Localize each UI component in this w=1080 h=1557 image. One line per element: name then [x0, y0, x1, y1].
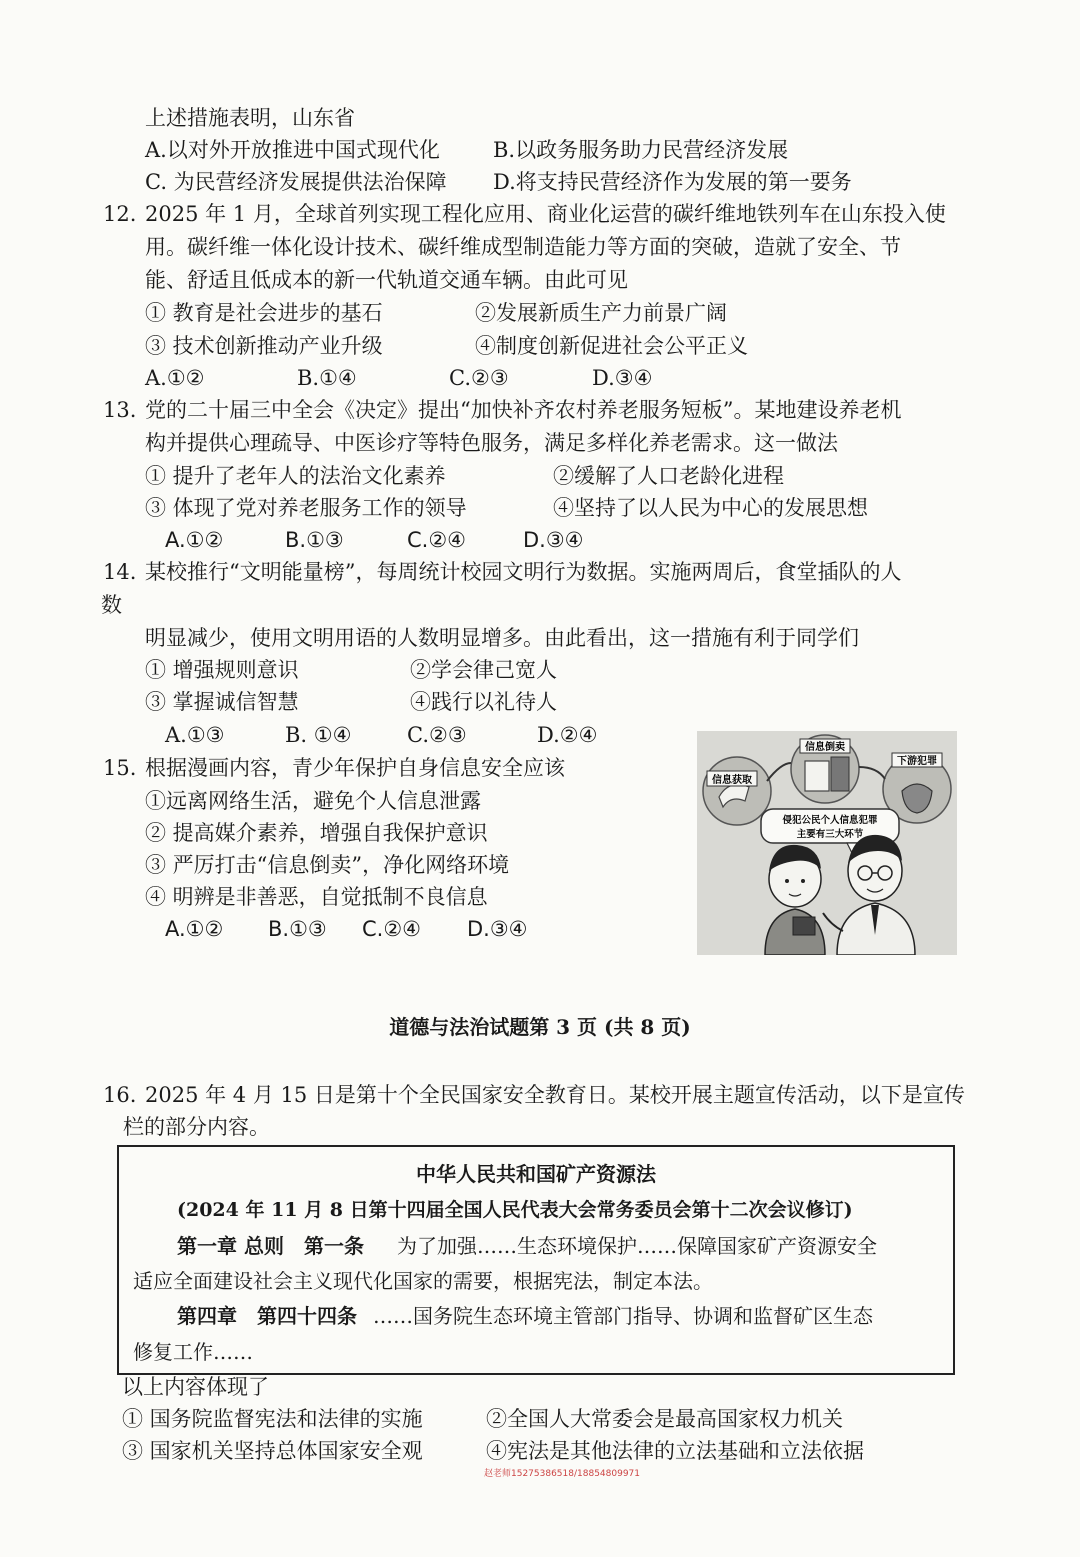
q15-answer-d: D.③④: [467, 917, 528, 941]
q11-option-d: D.将支持民营经济作为发展的第一要务: [493, 170, 852, 194]
q13-answer-b: B.①③: [285, 528, 344, 552]
bubble-line2: 主要有三大环节: [796, 829, 864, 840]
q16-stem-after: 以上内容体现了: [122, 1375, 269, 1399]
q15-statement-2: ② 提高媒介素养，增强自我保护意识: [145, 821, 488, 845]
q11-stem-tail: 上述措施表明，山东省: [145, 106, 355, 130]
q12-stem-line2: 用。碳纤维一体化设计技术、碳纤维成型制造能力等方面的突破，造就了安全、节: [145, 235, 901, 259]
q14-number: 14.: [103, 560, 137, 584]
q12-stem-line3: 能、舒适且低成本的新一代轨道交通车辆。由此可见: [145, 268, 628, 292]
q12-answer-d: D.③④: [592, 366, 653, 390]
q14-statement-3: ③ 掌握诚信智慧: [145, 690, 299, 714]
bulletin-title: 中华人民共和国矿产资源法: [416, 1162, 656, 1186]
q13-number: 13.: [103, 398, 137, 422]
q13-statement-2: ②缓解了人口老龄化进程: [553, 464, 784, 488]
page-footer: 道德与法治试题第 3 页 (共 8 页): [389, 1015, 691, 1039]
q12-statement-4: ④制度创新促进社会公平正义: [475, 334, 748, 358]
bubble-line1: 侵犯公民个人信息犯罪: [782, 815, 878, 826]
q15-statement-4: ④ 明辨是非善恶，自觉抵制不良信息: [145, 885, 488, 909]
q16-number: 16.: [103, 1083, 137, 1107]
q16-stem-line2: 栏的部分内容。: [123, 1115, 270, 1139]
q14-statement-1: ① 增强规则意识: [145, 658, 299, 682]
q14-statement-2: ②学会律己宽人: [410, 658, 557, 682]
q15-number: 15.: [103, 756, 137, 780]
bulletin-p1-cont: 适应全面建设社会主义现代化国家的需要，根据宪法，制定本法。: [133, 1269, 713, 1293]
q12-statement-1: ① 教育是社会进步的基石: [145, 301, 383, 325]
cartoon-label-right: 下游犯罪: [897, 756, 937, 767]
q16-stem-line1: 2025 年 4 月 15 日是第十个全民国家安全教育日。某校开展主题宣传活动，以下是宣传: [145, 1083, 965, 1107]
q14-answer-b: B. ①④: [285, 723, 352, 747]
q15-answer-b: B.①③: [268, 917, 327, 941]
cartoon-label-mid: 信息倒卖: [805, 742, 845, 753]
bulletin-p1-head: 第一章 总则 第一条: [177, 1234, 364, 1258]
q15-stem: 根据漫画内容，青少年保护自身信息安全应该: [145, 756, 565, 780]
q16-statement-3: ③ 国家机关坚持总体国家安全观: [122, 1439, 423, 1463]
q11-option-a: A.以对外开放推进中国式现代化: [145, 138, 440, 162]
cartoon-label-left: 信息获取: [712, 775, 752, 786]
q12-answer-c: C.②③: [449, 366, 509, 390]
q16-statement-1: ① 国务院监督宪法和法律的实施: [122, 1407, 423, 1431]
q13-stem-line1: 党的二十届三中全会《决定》提出“加快补齐农村养老服务短板”。某地建设养老机: [145, 398, 902, 422]
q14-answer-c: C.②③: [407, 723, 467, 747]
bulletin-p2-head: 第四章 第四十四条: [177, 1304, 357, 1328]
q14-statement-4: ④践行以礼待人: [410, 690, 557, 714]
q11-option-c: C. 为民营经济发展提供法治保障: [145, 170, 447, 194]
q13-statement-3: ③ 体现了党对养老服务工作的领导: [145, 496, 467, 520]
q13-statement-4: ④坚持了以人民为中心的发展思想: [553, 496, 868, 520]
q16-statement-2: ②全国人大常委会是最高国家权力机关: [486, 1407, 843, 1431]
q12-answer-b: B.①④: [297, 366, 357, 390]
q16-statement-4: ④宪法是其他法律的立法基础和立法依据: [486, 1439, 864, 1463]
contact-stamp: 赵老师15275386518/18854809971: [484, 1469, 641, 1479]
q13-statement-1: ① 提升了老年人的法治文化素养: [145, 464, 446, 488]
q15-answer-a: A.①②: [165, 917, 224, 941]
q12-answer-a: A.①②: [145, 366, 205, 390]
q14-answer-d: D.②④: [537, 723, 598, 747]
q15-statement-3: ③ 严厉打击“信息倒卖”，净化网络环境: [145, 853, 510, 877]
bulletin-p2-cont: 修复工作……: [133, 1340, 253, 1364]
q14-stem-line1: 某校推行“文明能量榜”，每周统计校园文明行为数据。实施两周后，食堂插队的人: [145, 560, 902, 584]
bulletin-subtitle: (2024 年 11 月 8 日第十四届全国人民代表大会常务委员会第十二次会议修订): [177, 1199, 853, 1221]
q14-answer-a: A.①③: [165, 723, 225, 747]
bulletin-p2-text: ……国务院生态环境主管部门指导、协调和监督矿区生态: [373, 1304, 873, 1328]
q12-statement-2: ②发展新质生产力前景广阔: [475, 301, 727, 325]
q13-answer-c: C.②④: [407, 528, 466, 552]
q12-number: 12.: [103, 202, 137, 226]
q15-answer-c: C.②④: [362, 917, 421, 941]
bulletin-p1-text: 为了加强……生态环境保护……保障国家矿产资源安全: [397, 1234, 877, 1258]
q14-stem-line1b: 数: [101, 593, 122, 617]
q12-stem-line1: 2025 年 1 月，全球首列实现工程化应用、商业化运营的碳纤维地铁列车在山东投入使: [145, 202, 946, 226]
q12-statement-3: ③ 技术创新推动产业升级: [145, 334, 383, 358]
q13-answer-d: D.③④: [523, 528, 584, 552]
q13-stem-line2: 构并提供心理疏导、中医诊疗等特色服务，满足多样化养老需求。这一做法: [145, 431, 838, 455]
bulletin-box: [117, 1145, 955, 1375]
q11-option-b: B.以政务服务助力民营经济发展: [493, 138, 789, 162]
q14-stem-line2: 明显减少，使用文明用语的人数明显增多。由此看出，这一措施有利于同学们: [145, 626, 859, 650]
cartoon-illustration: [697, 731, 957, 955]
q13-answer-a: A.①②: [165, 528, 224, 552]
q15-statement-1: ①远离网络生活，避免个人信息泄露: [145, 789, 481, 813]
